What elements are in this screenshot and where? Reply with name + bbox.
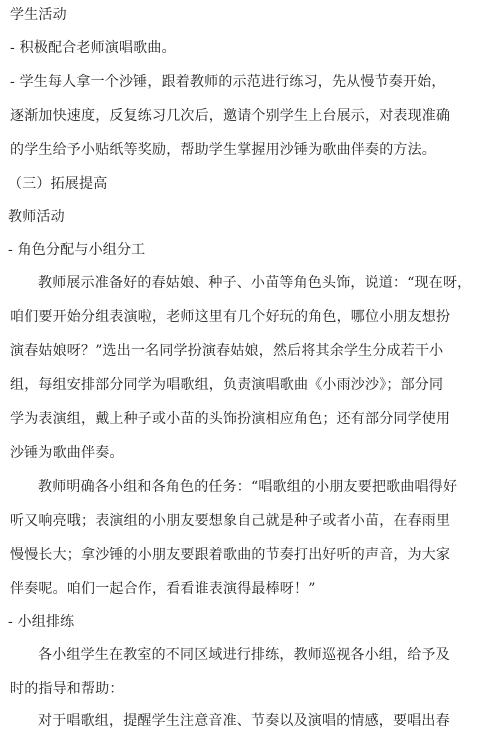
paragraph-line: 沙锤为歌曲伴奏。 (10, 445, 124, 461)
paragraph-line: 教师展示准备好的春姑娘、种子、小苗等角色头饰，说道：“现在呀， (38, 275, 472, 291)
paragraph-line: 慢慢长大；拿沙锤的小朋友要跟着歌曲的节奏打出好听的声音，为大家 (10, 547, 451, 563)
paragraph-line: 各小组学生在教室的不同区域进行排练，教师巡视各小组，给予及 (38, 647, 450, 663)
paragraph-line: 的学生给予小贴纸等奖励，帮助学生掌握用沙锤为歌曲伴奏的方法。 (10, 142, 436, 158)
paragraph-line: 咱们要开始分组表演啦，老师这里有几个好玩的角色，哪位小朋友想扮 (10, 309, 451, 325)
list-item: - 积极配合老师演唱歌曲。 (10, 40, 176, 56)
section-heading-student-activity: 学生活动 (10, 7, 67, 23)
subheading-role-assignment: - 角色分配与小组分工 (8, 242, 146, 258)
paragraph-line: 时的指导和帮助： (10, 681, 124, 697)
section-heading-teacher-activity: 教师活动 (8, 209, 65, 225)
subheading-group-rehearsal: - 小组排练 (8, 614, 75, 630)
list-item: - 学生每人拿一个沙锤，跟着教师的示范进行练习，先从慢节奏开始， (10, 74, 446, 90)
paragraph-line: 逐渐加快速度，反复练习几次后，邀请个别学生上台展示，对表现准确 (10, 108, 451, 124)
paragraph-line: 伴奏呢。咱们一起合作，看看谁表演得最棒呀！” (10, 581, 316, 597)
paragraph-line: 演春姑娘呀？”选出一名同学扮演春姑娘，然后将其余学生分成若干小 (10, 343, 444, 359)
paragraph-line: 教师明确各小组和各角色的任务：“唱歌组的小朋友要把歌曲唱得好 (38, 479, 458, 495)
section-heading-extension: （三）拓展提高 (8, 176, 108, 192)
paragraph-line: 组，每组安排部分同学为唱歌组，负责演唱歌曲《小雨沙沙》；部分同 (10, 377, 444, 393)
paragraph-line: 对于唱歌组，提醒学生注意音准、节奏以及演唱的情感，要唱出春 (38, 713, 450, 729)
paragraph-line: 听又响亮哦；表演组的小朋友要想象自己就是种子或者小苗，在春雨里 (10, 513, 451, 529)
paragraph-line: 学为表演组，戴上种子或小苗的头饰扮演相应角色；还有部分同学使用 (10, 411, 451, 427)
